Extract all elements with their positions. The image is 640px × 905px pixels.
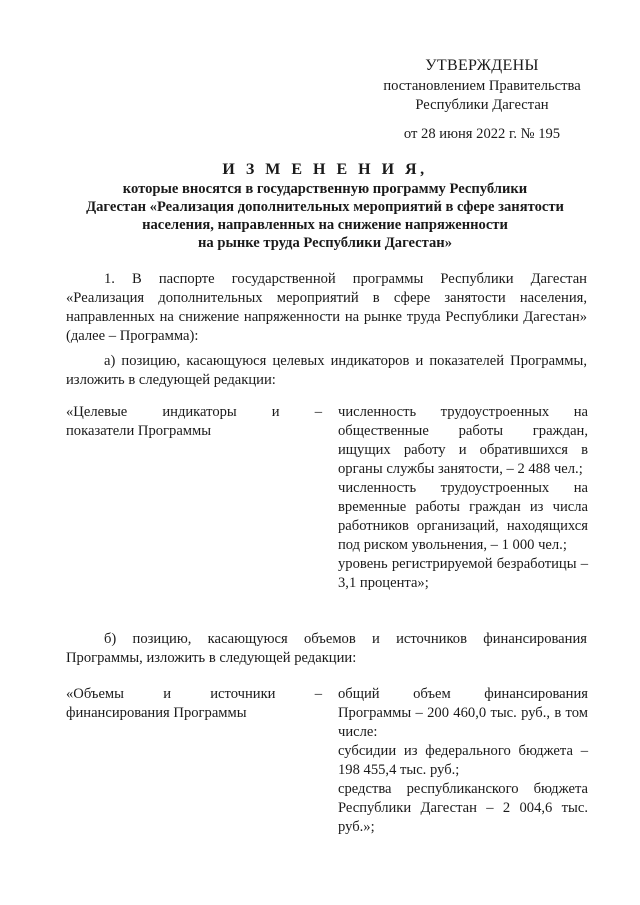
title-line-2: Дагестан «Реализация дополнительных мероприятий в сфере занятости [86,199,564,215]
financing-item: субсидии из федерального бюджета – 198 455,4 тыс. руб.; [338,743,588,778]
financing-label-line-2: финансирования Программы [66,705,247,721]
paragraph-1 [66,270,587,346]
paragraph-a [66,352,587,390]
approval-stamp [372,56,592,144]
indicator-item: уровень регистрируемой безработицы – 3,1 процента»; [338,556,588,591]
indicator-item: численность трудоустроенных на общественные работы граждан, ищущих работу и обратившихся в органы службы занятости, – 2 488 чел.; [338,404,588,477]
approval-line-2: Республики Дагестан [415,97,549,113]
paragraph-1-text: 1. В паспорте государственной программы Республики Дагестан «Реализация дополнительных мероприятий в сфере занятости населения, направленных на снижение напряженности на рынке труда Республики Дагестан» (далее – Программа): [66,271,587,344]
financing-label-line-1: «Объемы и источники – [66,686,322,702]
approval-date: от 28 июня 2022 г. № 195 [403,126,561,142]
indicators-label-line-1: «Целевые индикаторы и – [66,404,322,420]
approval-line-1: постановлением Правительства [383,78,581,94]
title-heading: И З М Е Н Е Н И Я, [222,161,428,178]
indicator-item: численность трудоустроенных на временные работы граждан из числа работников организаций, находящихся под риском увольнения, – 1 000 чел.; [338,480,588,553]
paragraph-b-text: б) позицию, касающуюся объемов и источников финансирования Программы, изложить в следующей редакции: [66,631,587,666]
financing-item: общий объем финансирования Программы – 200 460,0 тыс. руб., в том числе: [338,686,588,740]
indicators-label-line-2: показатели Программы [66,423,212,439]
financing-label [66,685,322,723]
document-title [60,160,590,252]
title-line-3: населения, направленных на снижение напряженности [142,217,508,233]
paragraph-a-text: а) позицию, касающуюся целевых индикаторов и показателей Программы, изложить в следующей редакции: [66,353,587,388]
paragraph-b [66,630,587,668]
financing-item: средства республиканского бюджета Республики Дагестан – 2 004,6 тыс. руб.»; [338,781,588,835]
title-line-4: на рынке труда Республики Дагестан» [197,235,453,251]
indicators-label [66,403,322,441]
title-line-1: которые вносятся в государственную программу Республики [122,181,528,197]
indicators-values [338,403,588,593]
financing-values [338,685,588,837]
approval-heading: УТВЕРЖДЕНЫ [425,57,539,74]
